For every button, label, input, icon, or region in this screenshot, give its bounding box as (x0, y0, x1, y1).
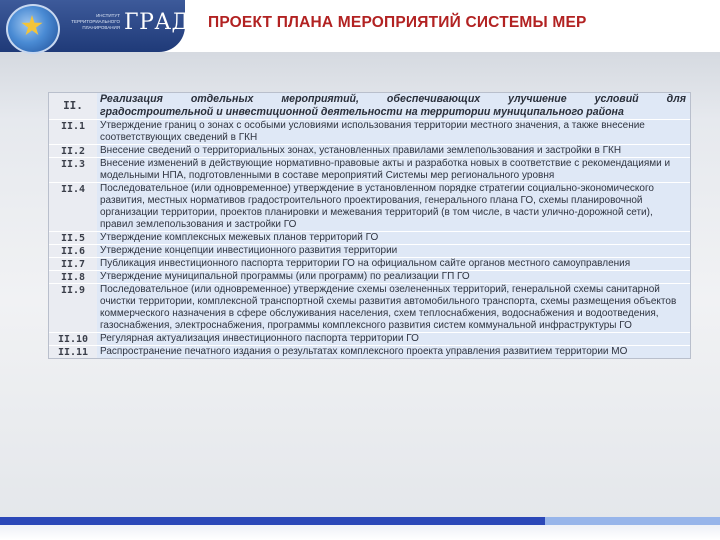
row-number: II.6 (49, 245, 97, 258)
row-number: II.9 (49, 284, 97, 333)
row-number: II.4 (49, 183, 97, 232)
row-text: Публикация инвестиционного паспорта территории ГО на официальном сайте органов местного самоуправления (97, 258, 690, 271)
table-row (49, 183, 690, 232)
compass-star-icon (6, 4, 60, 54)
table-row (49, 158, 690, 183)
section-header-row (49, 93, 690, 120)
row-number: II.11 (49, 346, 97, 359)
row-number: II.5 (49, 232, 97, 245)
row-number: II.7 (49, 258, 97, 271)
star-icon (21, 15, 43, 37)
row-text: Утверждение комплексных межевых планов территорий ГО (97, 232, 690, 245)
section-title (97, 93, 690, 120)
footer-strip (0, 525, 720, 540)
table-row (49, 232, 690, 245)
section-title-line: градостроительной и инвестиционной деятельности на территории муниципального района (100, 106, 624, 118)
table-row (49, 271, 690, 284)
section-number: II. (49, 93, 97, 120)
logo-caption-line: ИНСТИТУТ (96, 13, 120, 18)
table-row (49, 145, 690, 158)
table-row (49, 120, 690, 145)
row-text: Внесение сведений о территориальных зонах, установленных правилами землепользования и застройки в ГКН (97, 145, 690, 158)
logo-wordmark: ГРАД (124, 10, 190, 35)
table-row (49, 284, 690, 333)
logo-caption-line: ПЛАНИРОВАНИЯ (82, 25, 120, 30)
row-text: Утверждение концепции инвестиционного развития территории (97, 245, 690, 258)
page-title: ПРОЕКТ ПЛАНА МЕРОПРИЯТИЙ СИСТЕМЫ МЕР (208, 14, 587, 31)
row-number: II.10 (49, 333, 97, 346)
section-title-line: Реализация отдельных мероприятий, обеспечивающих улучшение условий для (100, 93, 686, 105)
row-number: II.3 (49, 158, 97, 183)
row-number: II.2 (49, 145, 97, 158)
row-text: Последовательное (или одновременное) утверждение в установленном порядке стратегии социально-экономического развития, местных нормативов градостроительного проектирования, генерального плана ГО, схемы планировочной организации территории, проектов планировки и межевания территорий (в том числе, в части улично-дорожной сети), правил землепользования и застройки ГО (97, 183, 690, 232)
row-text: Утверждение границ о зонах с особыми условиями использования территории местного значения, а также внесение соответствующих сведений в ГКН (97, 120, 690, 145)
row-number: II.1 (49, 120, 97, 145)
row-number: II.8 (49, 271, 97, 284)
logo (0, 0, 190, 52)
row-text: Распространение печатного издания о результатах комплексного проекта управления развитием территории МО (97, 346, 690, 359)
row-text: Регулярная актуализация инвестиционного паспорта территории ГО (97, 333, 690, 346)
row-text: Последовательное (или одновременное) утверждение схемы озелененных территорий, генеральной схемы санитарной очистки территории, комплексной транспортной схемы развития автомобильного транспорта, схемы размещения объектов коммерческого назначения в сфере обслуживания населения, схем теплоснабжения, водоснабжения и водоотведения, газоснабжения, электроснабжения, программы комплексного развития систем коммунальной инфраструктуры ГО (97, 284, 690, 333)
table-row (49, 346, 690, 359)
table-row (49, 258, 690, 271)
logo-caption-line: ТЕРРИТОРИАЛЬНОГО (71, 19, 120, 24)
table-row (49, 245, 690, 258)
footer-accent (545, 517, 720, 525)
table-row (49, 333, 690, 346)
row-text: Внесение изменений в действующие нормативно-правовые акты и разработка новых в соответствие с рекомендациями и модельными НПА, подготовленными в составе мероприятий Системы мер регионального уровня (97, 158, 690, 183)
slide-header (0, 0, 720, 52)
row-text: Утверждение муниципальной программы (или программ) по реализации ГП ГО (97, 271, 690, 284)
footer-bar (0, 517, 720, 525)
logo-caption (62, 13, 120, 31)
measures-table (48, 92, 691, 359)
